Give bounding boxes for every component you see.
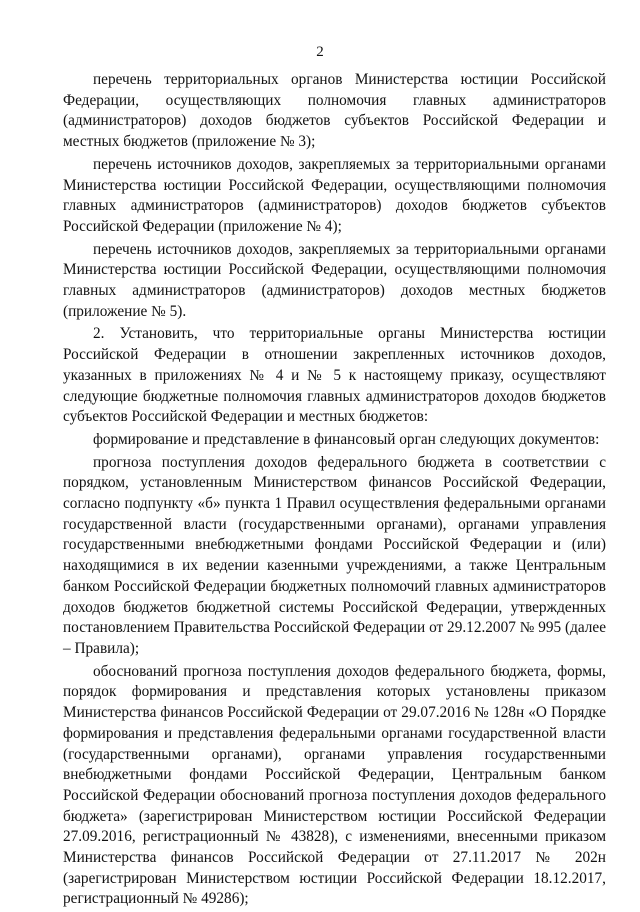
paragraph-appendix-5: перечень источников доходов, закрепляемых за территориальными органами Министерства юстиции Российской Федерации, осуществляющими полномочия главных администраторов (администраторов) доходов местных бюджетов (приложение № 5). [63, 240, 606, 320]
paragraph-clause-2: 2. Установить, что территориальные органы Министерства юстиции Российской Федерации в отношении закрепленных источников доходов, указанных в приложениях № 4 и № 5 к настоящему приказу, осуществляют следующие бюджетные полномочия главных администраторов доходов бюджетов субъектов Российской Федерации и местных бюджетов: [63, 325, 606, 426]
paragraph-forecast-justifications: обоснований прогноза поступления доходов федерального бюджета, формы, порядок формирования и представления которых установлены приказом Министерства финансов Российской Федерации от 29.07.2016 № 128н «О Порядке формирования и представления федеральными органами государственной власти (государственными органами), органами управления государственными внебюджетными фондами Российской Федерации, Центральным банком Российской Федерации обоснований прогноза поступления доходов федерального бюджета» (зарегистрирован Министерством юстиции Российской Федерации 27.09.2016, регистрационный № 43828), с изменениями, внесенными приказом Министерства финансов Российской Федерации от 27.11.2017 № 202н (зарегистрирован Министерством юстиции Российской Федерации 18.12.2017, регистрационный № 49286); [63, 662, 606, 908]
document-body [63, 70, 606, 912]
paragraph-documents-intro: формирование и представление в финансовый орган следующих документов: [93, 430, 600, 448]
page-number: 2 [316, 44, 324, 60]
paragraph-appendix-3: перечень территориальных органов Министерства юстиции Российской Федерации, осуществляющих полномочия главных администраторов (администраторов) доходов бюджетов субъектов Российской Федерации и местных бюджетов (приложение № 3); [63, 71, 606, 151]
paragraph-appendix-4: перечень источников доходов, закрепляемых за территориальными органами Министерства юстиции Российской Федерации, осуществляющими полномочия главных администраторов (администраторов) доходов бюджетов субъектов Российской Федерации (приложение № 4); [63, 155, 606, 235]
paragraph-revenue-forecast: прогноза поступления доходов федерального бюджета в соответствии с порядком, установленным Министерством финансов Российской Федерации, согласно подпункту «б» пункта 1 Правил осуществления федеральными органами государственной власти (государственными органами), органами управления государственными внебюджетными фондами Российской Федерации и (или) находящимися в их ведении казенными учреждениями, а также Центральным банком Российской Федерации бюджетных полномочий главных администраторов доходов бюджетов бюджетной системы Российской Федерации, утвержденных постановлением Правительства Российской Федерации от 29.12.2007 № 995 (далее – Правила); [63, 453, 606, 657]
